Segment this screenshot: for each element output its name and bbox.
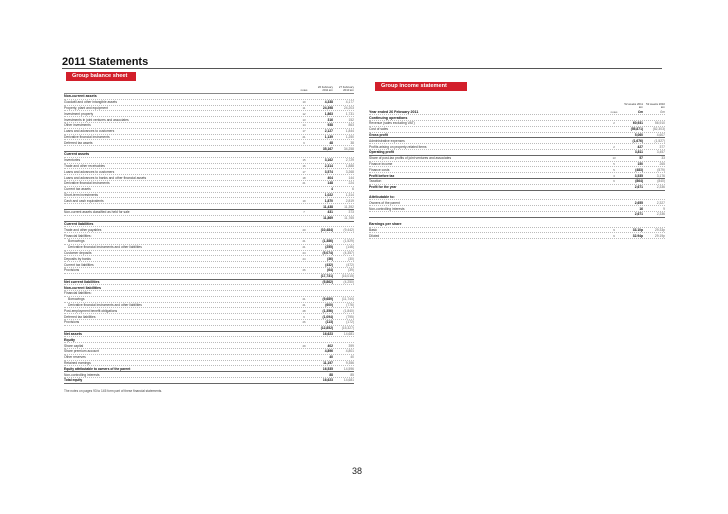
balance-sheet-banner: Group balance sheet (66, 72, 136, 81)
row-label: Finance costs (369, 167, 390, 172)
prior-value: (172) (346, 320, 354, 325)
prior-value: (16,015) (341, 274, 354, 279)
row-note: 3 (613, 173, 615, 178)
row-label: Net assets (64, 332, 82, 337)
row-label: Share of post-tax profits of joint ventures and associates (369, 156, 452, 161)
row-label: Other investments (64, 123, 91, 128)
row-label: Operating profit (369, 150, 394, 155)
current-value: 150 (637, 161, 643, 166)
row-note: 21 (302, 181, 306, 186)
row-label: Current tax assets (64, 187, 91, 192)
prior-value: 2,327 (656, 200, 665, 205)
prior-value: (579) (657, 167, 665, 172)
prior-value: (52,303) (652, 127, 665, 132)
prior-value: 11,392 (344, 204, 354, 209)
prior-value: 2,819 (345, 198, 354, 203)
row-note: notes (610, 109, 618, 114)
current-value: 2,314 (324, 163, 333, 168)
row-label: Owners of the parent (369, 200, 400, 205)
prior-value: 11,765 (344, 216, 354, 221)
row-note: 9 (613, 233, 615, 238)
balance-sheet-panel (64, 72, 354, 472)
row-label: Current assets (64, 152, 90, 157)
prior-value: 3,176 (656, 173, 665, 178)
row-label: Trade and other receivables (64, 163, 105, 168)
row-label: Cost of sales (369, 127, 389, 132)
prior-value: (9,442) (343, 227, 354, 232)
row-label: Non-current assets (64, 94, 97, 99)
row-label: Financial liabilities: (64, 233, 92, 238)
current-value: 1,139 (324, 134, 333, 139)
current-value: (483) (635, 167, 643, 172)
current-value: 1,870 (324, 198, 333, 203)
current-value: 4,896 (324, 349, 333, 354)
prior-value: (1,527) (654, 138, 665, 143)
prior-value: 4,801 (345, 349, 354, 354)
row-note: 15 (302, 158, 306, 163)
row-label: Total equity (64, 378, 83, 383)
row-note: 13 (612, 156, 616, 161)
prior-value: 144 (348, 175, 354, 180)
row-label: Short-term investments (64, 192, 99, 197)
row-note: 6 (303, 314, 305, 319)
row-label: Non-controlling interests (369, 206, 405, 211)
row-label: Administrative expenses (369, 138, 405, 143)
current-value: (9,689) (322, 297, 333, 302)
prior-value: 34,258 (343, 146, 354, 151)
row-note: 12 (302, 111, 306, 116)
current-value: 1,022 (324, 192, 333, 197)
row-note: 26 (302, 268, 306, 273)
prior-value: 9 (663, 206, 665, 211)
current-value: (1,386) (322, 239, 333, 244)
row-label: Derivative financial instruments (64, 134, 110, 139)
balance-sheet-rows (64, 94, 354, 384)
prior-value: 152 (348, 117, 354, 122)
prior-value: 2,729 (345, 158, 354, 163)
prior-value: 1,250 (345, 134, 354, 139)
page-number: 38 (352, 466, 363, 476)
current-value: 16,535 (322, 366, 333, 371)
current-value: (255) (325, 245, 333, 250)
row-label: Derivative financial instruments and other liabilities (68, 245, 142, 250)
row-note: 21 (302, 297, 306, 302)
current-value: 11,869 (323, 216, 333, 221)
current-value: 3,811 (634, 150, 643, 155)
current-value: 2,655 (634, 200, 643, 205)
current-value: (113) (325, 320, 333, 325)
current-value: 88 (329, 372, 333, 377)
row-note: 21 (302, 303, 306, 308)
current-value: 4,338 (324, 100, 333, 105)
row-note: 10 (302, 100, 306, 105)
row-note: 14 (302, 123, 306, 128)
prior-value: 85 (350, 372, 354, 377)
current-value: 57 (639, 156, 643, 161)
row-note: 21 (302, 245, 306, 250)
current-value: 2,671 (634, 212, 643, 217)
prior-value: 29.33p (654, 227, 665, 232)
current-value: 40 (329, 355, 333, 360)
row-note: 17 (302, 169, 306, 174)
income-statement-rows (369, 109, 665, 239)
prior-value: 6 (352, 187, 354, 192)
current-value: 5,060 (634, 132, 643, 137)
prior-value: (30) (348, 256, 354, 261)
current-value: 402 (327, 343, 333, 348)
current-value: (55,871) (630, 127, 643, 132)
row-label: Derivative financial instruments (64, 181, 110, 186)
row-note: 13 (302, 117, 306, 122)
row-label: Taxation (369, 179, 382, 184)
prior-value: £m (660, 109, 665, 114)
row-label: Revenue (sales excluding VAT) (369, 121, 415, 126)
row-label: Share capital (64, 343, 84, 348)
prior-value: 265 (659, 161, 665, 166)
row-label: Cash and cash equivalents (64, 198, 104, 203)
balance-sheet-column-headers (64, 81, 354, 94)
current-value: (64) (327, 268, 333, 273)
current-value: 4 (331, 187, 333, 192)
row-label: Goodwill and other intangible assets (64, 100, 117, 105)
row-label: Profits arising on property-related items (369, 144, 427, 149)
current-period-header: 52 weeks 2011 £m (624, 102, 643, 110)
current-value: 404 (327, 175, 333, 180)
row-note: 21 (302, 134, 306, 139)
current-value: 11,438 (323, 204, 333, 209)
row-note: 26 (302, 320, 306, 325)
current-value: 24,398 (322, 105, 333, 110)
row-note: 19 (302, 198, 306, 203)
current-value: 148 (327, 181, 333, 186)
current-value: (17,731) (320, 274, 333, 279)
prior-value: 3,457 (656, 150, 665, 155)
page-title: 2011 Statements (62, 56, 149, 68)
prior-value: 29.19p (654, 233, 665, 238)
row-note: 20 (302, 227, 306, 232)
row-label: Property, plant and equipment (64, 105, 108, 110)
current-value: 3,162 (324, 158, 333, 163)
row-label: Retained earnings (64, 361, 91, 366)
row-label: Trade and other payables (64, 227, 102, 232)
row-note: 6 (613, 179, 615, 184)
row-label: Deferred tax liabilities (64, 314, 96, 319)
row-note: 24 (302, 256, 306, 261)
row-label: Current tax liabilities (64, 262, 94, 267)
prior-value: (1,529) (343, 239, 354, 244)
current-value: 316 (327, 117, 333, 122)
prior-value: 56,910 (654, 121, 665, 126)
prior-value: (1,840) (343, 308, 354, 313)
row-label: Provisions (64, 320, 80, 325)
current-value: 16 (639, 206, 643, 211)
current-value: (1,676) (632, 138, 643, 143)
prior-value: 1,731 (345, 111, 354, 116)
current-value: 11,197 (323, 361, 333, 366)
row-note: 28 (302, 308, 306, 313)
row-note: 29 (302, 343, 306, 348)
prior-value: 2,336 (656, 185, 665, 190)
current-value: 3,574 (324, 169, 333, 174)
row-note: 7 (303, 210, 305, 215)
current-value: 427 (637, 144, 643, 149)
prior-value: 24,203 (343, 105, 354, 110)
income-statement-panel (369, 82, 665, 272)
income-statement-banner: Group income statement (375, 82, 467, 91)
row-label: Investments in joint ventures and associates (64, 117, 129, 122)
current-value: (5,074) (322, 250, 333, 255)
current-value: (5,862) (322, 279, 333, 284)
row-label: Current liabilities (64, 221, 94, 226)
prior-value: (840) (657, 179, 665, 184)
row-label: Basic (369, 227, 378, 232)
current-value: (12,852) (320, 326, 333, 331)
row-note: 2 (613, 144, 615, 149)
row-note: 21 (302, 239, 306, 244)
total-row (64, 378, 354, 384)
row-label: Share premium account (64, 349, 100, 354)
row-label: Non-current assets classified as held for sale (64, 210, 130, 215)
prior-value: (39) (348, 268, 354, 273)
prior-value: 14,681 (343, 332, 354, 337)
prior-value: 224 (348, 181, 354, 186)
row-label: Borrowings (68, 297, 85, 302)
current-value: 32.94p (632, 233, 643, 238)
prior-value: 40 (350, 355, 354, 360)
row-label: Provisions (64, 268, 80, 273)
prior-year-header: 27 February 2010 £m (338, 84, 354, 92)
row-note: 11 (302, 105, 306, 110)
row-label: Non-controlling interests (64, 372, 100, 377)
prior-value: (4,357) (343, 250, 354, 255)
prior-value: 33 (661, 156, 665, 161)
row-label: Finance income (369, 161, 393, 166)
notes-column-header: notes (300, 87, 308, 92)
current-value: £m (638, 109, 643, 114)
current-value: (1,356) (322, 308, 333, 313)
prior-value: (4,250) (343, 279, 354, 284)
balance-sheet-footnote: The notes on pages 93 to 145 form part of these financial statements. (64, 388, 163, 393)
row-label: Equity attributable to owners of the parent (64, 366, 131, 371)
current-value: 2,671 (634, 185, 643, 190)
current-value: 16,623 (322, 332, 333, 337)
prior-value: (776) (346, 303, 354, 308)
row-label: Financial liabilities: (64, 291, 92, 296)
prior-value: 373 (348, 210, 354, 215)
row-label: Loans and advances to customers (64, 169, 115, 174)
prior-value: 1,314 (345, 192, 354, 197)
current-value: (864) (635, 179, 643, 184)
current-value: 16,623 (322, 378, 333, 383)
row-label: Diluted (369, 233, 380, 238)
prior-value: 1,844 (345, 129, 354, 134)
current-value: (36) (327, 256, 333, 261)
row-label: Gross profit (369, 132, 388, 137)
prior-value: 9,356 (345, 361, 354, 366)
prior-value: (146) (346, 245, 354, 250)
current-value: 2,127 (324, 129, 333, 134)
prior-value: 4,607 (656, 132, 665, 137)
row-label: Derivative financial instruments and other liabilities (68, 303, 142, 308)
prior-value: 377 (659, 144, 665, 149)
row-label: Deposits by banks (64, 256, 91, 261)
prior-value: 2,336 (656, 212, 665, 217)
row-label: Earnings per share (369, 222, 402, 227)
row-label: Year ended 26 February 2011 (369, 109, 419, 114)
prior-period-header: 52 weeks 2010 £m (646, 102, 665, 110)
prior-value: (11,744) (341, 297, 354, 302)
current-value: 431 (327, 210, 333, 215)
row-note: 2 (613, 121, 615, 126)
row-label: Profit for the year (369, 185, 397, 190)
row-label: Deferred tax assets (64, 140, 93, 145)
current-value: 60,931 (632, 121, 643, 126)
row-label: Inventories (64, 158, 81, 163)
prior-value: 3,268 (345, 169, 354, 174)
row-note: 17 (302, 129, 306, 134)
row-label: Other reserves (64, 355, 86, 360)
prior-value: 863 (348, 123, 354, 128)
row-label: Loans and advances to banks and other financial assets (64, 175, 147, 180)
row-note: 5 (613, 167, 615, 172)
prior-value: 14,681 (343, 378, 354, 383)
row-label: Profit before tax (369, 173, 395, 178)
row-label: Non-current liabilities (64, 285, 101, 290)
current-value: (10,484) (320, 227, 333, 232)
current-value: 35,167 (322, 146, 333, 151)
row-note: 9 (613, 227, 615, 232)
row-label: Equity (64, 337, 75, 342)
row-label: Customer deposits (64, 250, 92, 255)
table-row (369, 233, 665, 239)
current-value: 3,535 (634, 173, 643, 178)
title-rule (62, 68, 662, 69)
row-label: Post-employment benefit obligations (64, 308, 118, 313)
row-note: 16 (302, 163, 306, 168)
row-label: Net current liabilities (64, 279, 100, 284)
current-value: 48 (329, 140, 333, 145)
current-value: 938 (327, 123, 333, 128)
row-label: Continuing operations (369, 115, 408, 120)
prior-value: (472) (346, 262, 354, 267)
prior-value: (795) (346, 314, 354, 319)
prior-value: 1,888 (345, 163, 354, 168)
row-note: 24 (302, 250, 306, 255)
row-label: Loans and advances to customers (64, 129, 115, 134)
prior-value: 399 (348, 343, 354, 348)
prior-value: (15,327) (341, 326, 354, 331)
row-label: Attributable to: (369, 194, 395, 199)
current-value: (432) (325, 262, 333, 267)
current-value: 33.10p (632, 227, 643, 232)
prior-value: 4,177 (345, 100, 354, 105)
row-label: Borrowings (68, 239, 85, 244)
current-year-header: 26 February 2011 £m (317, 84, 333, 92)
prior-value: 38 (350, 140, 354, 145)
row-note: 18 (302, 175, 306, 180)
row-note: 6 (303, 140, 305, 145)
current-value: 1,863 (324, 111, 333, 116)
row-label: Investment property (64, 111, 94, 116)
row-note: 5 (613, 161, 615, 166)
prior-value: 14,596 (343, 366, 354, 371)
current-value: (600) (325, 303, 333, 308)
current-value: (1,094) (322, 314, 333, 319)
